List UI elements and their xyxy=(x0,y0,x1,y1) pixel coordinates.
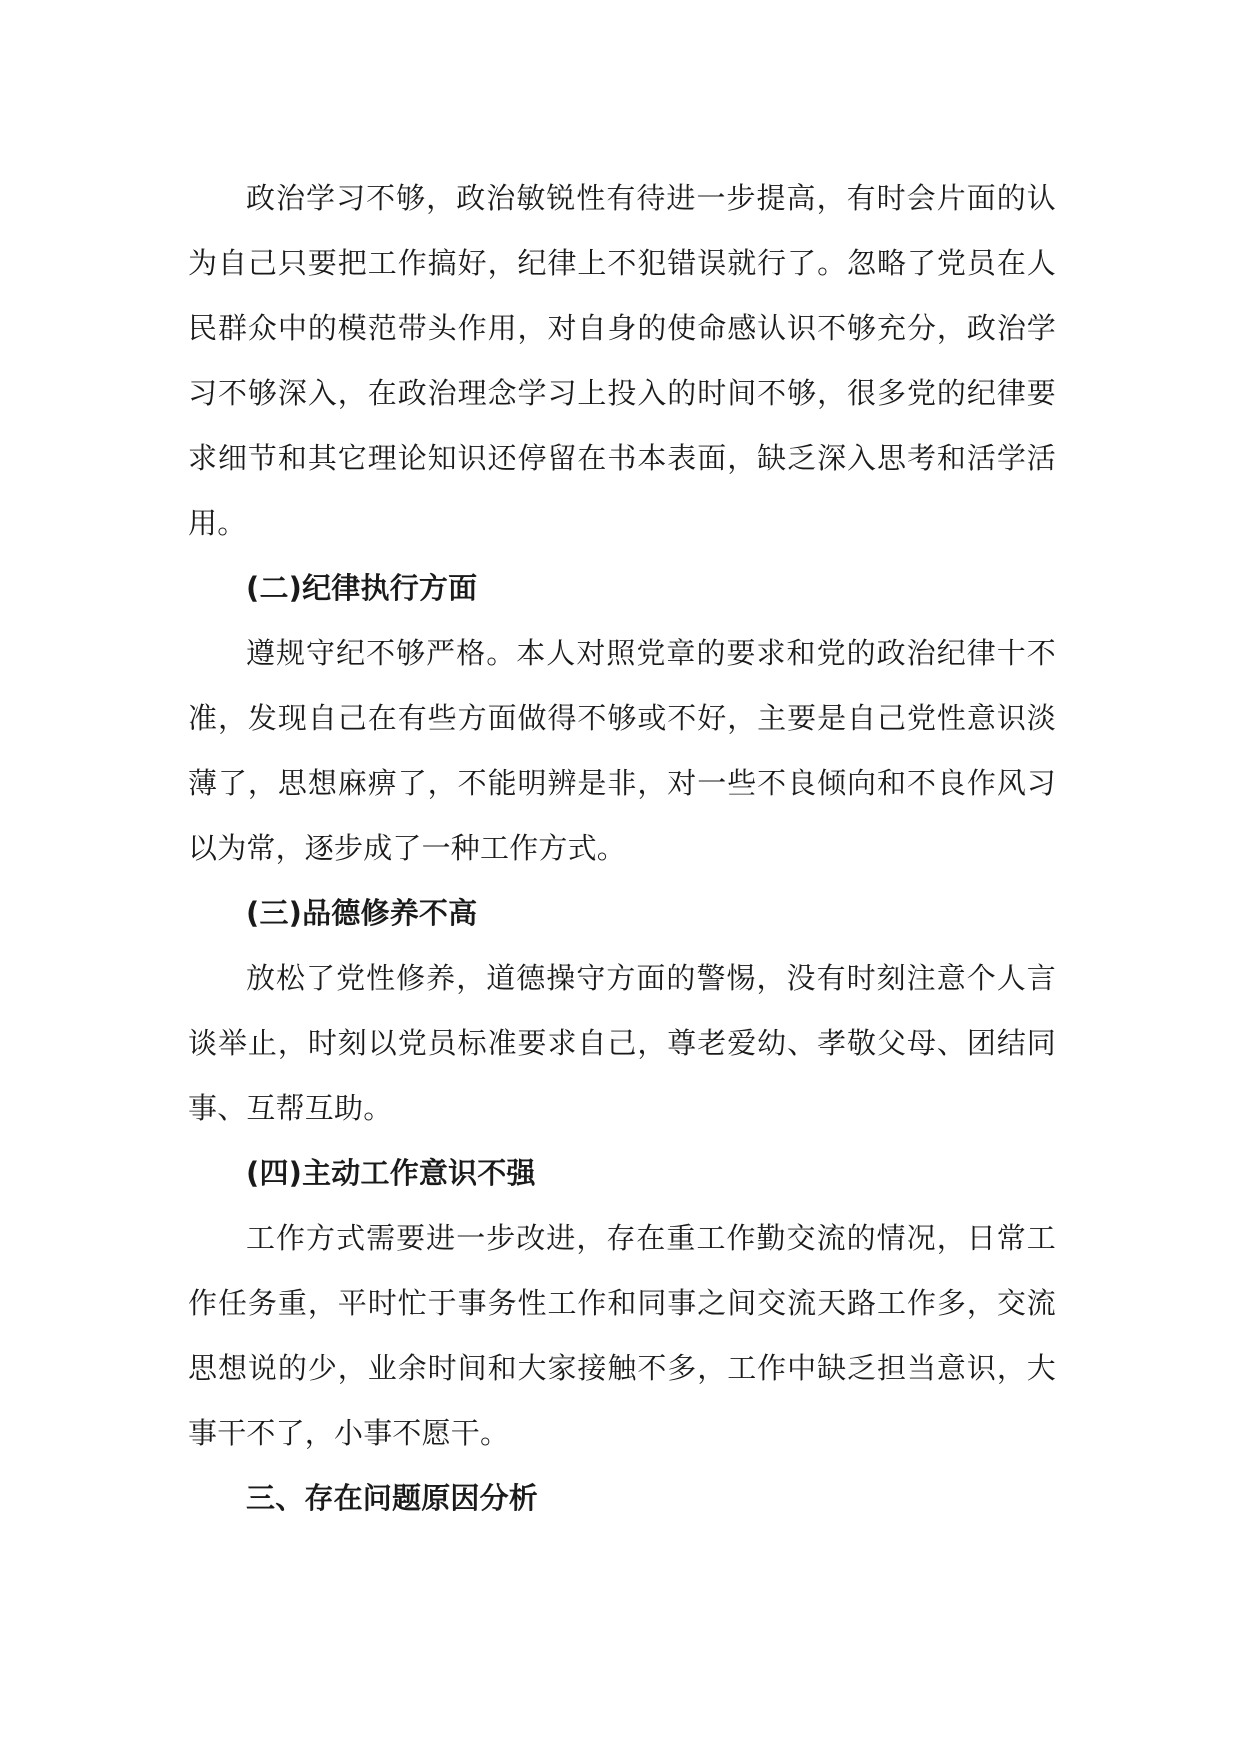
paragraph-work-initiative: 工作方式需要进一步改进，存在重工作勤交流的情况，日常工作任务重，平时忙于事务性工作和同事之间交流天路工作多，交流思想说的少，业余时间和大家接触不多，工作中缺乏担当意识，大事干不了，小事不愿干。 xyxy=(188,1221,1056,1450)
paragraph-moral-cultivation: 放松了党性修养，道德操守方面的警惕，没有时刻注意个人言谈举止，时刻以党员标准要求自己，尊老爱幼、孝敬父母、团结同事、互帮互助。 xyxy=(188,961,1056,1125)
section-heading-discipline: (二)纪律执行方面 xyxy=(246,571,478,605)
paragraph-political-study: 政治学习不够，政治敏锐性有待进一步提高，有时会片面的认为自己只要把工作搞好，纪律上不犯错误就行了。忽略了党员在人民群众中的模范带头作用，对自身的使命感认识不够充分，政治学习不够深入，在政治理念学习上投入的时间不够，很多党的纪律要求细节和其它理论知识还停留在书本表面，缺乏深入思考和活学活用。 xyxy=(188,181,1056,540)
section-heading-moral-cultivation: (三)品德修养不高 xyxy=(246,896,478,930)
section-heading-work-initiative: (四)主动工作意识不强 xyxy=(246,1156,536,1190)
paragraph-discipline: 遵规守纪不够严格。本人对照党章的要求和党的政治纪律十不准，发现自己在有些方面做得不够或不好，主要是自己党性意识淡薄了，思想麻痹了，不能明辨是非，对一些不良倾向和不良作风习以为常，逐步成了一种工作方式。 xyxy=(188,636,1056,865)
section-heading-cause-analysis: 三、存在问题原因分析 xyxy=(246,1481,539,1515)
document-body xyxy=(188,166,1056,1531)
